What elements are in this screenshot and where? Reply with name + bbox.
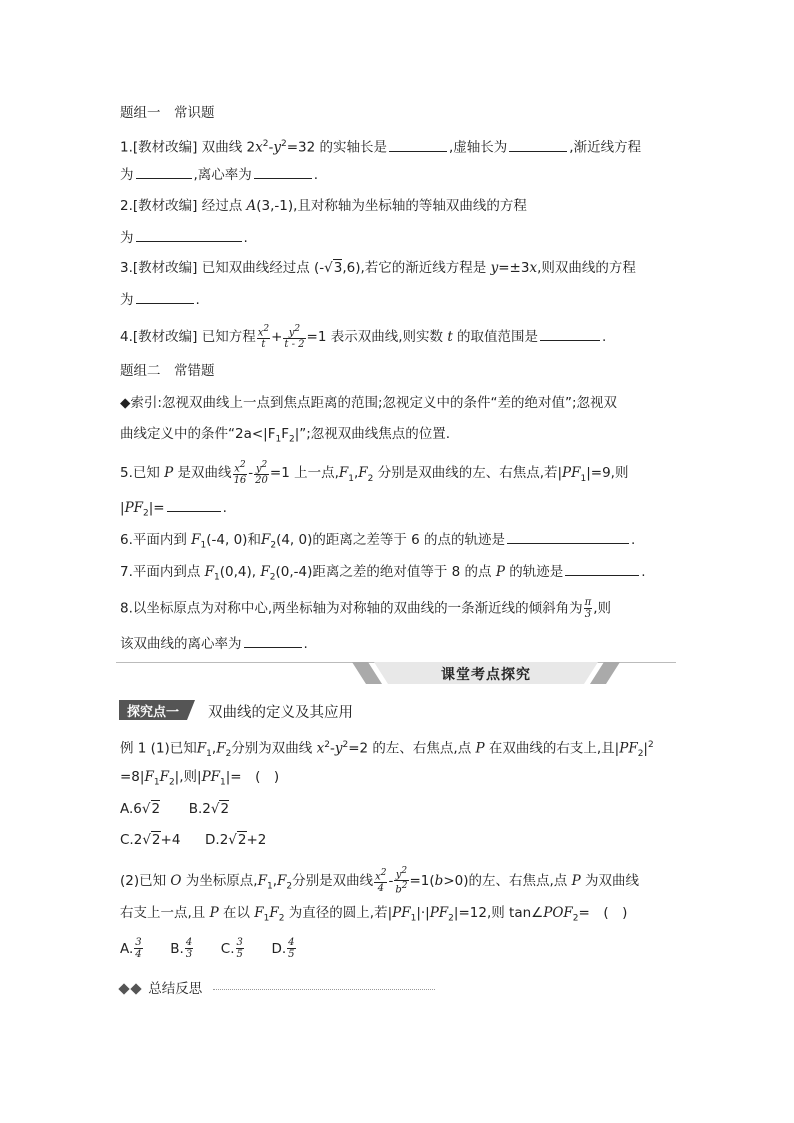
option-c[interactable]: C. $\frac{3}{5}$ (220, 937, 243, 960)
group1-title: 题组一 常识题 (120, 105, 215, 121)
question-1-line2: 为 ,离心率为 . (120, 164, 318, 185)
tag-label: 探究点一 (126, 705, 179, 720)
example-1-part2-line2: 右支上一点,且 P 在以 $F_1F_2$ 为直径的圆上,若$|PF_1|\cdot|PF_2|=12$,则 $\tan\angle POF_2=$ ( ) (120, 905, 628, 924)
fraction: $\frac{4}{5}$ (288, 937, 295, 960)
fraction: $\frac{\pi}{3}$ (584, 597, 592, 620)
fraction: $\frac{y^2}{20}$ (255, 460, 268, 487)
fraction: $\frac{y^2}{t - 2}$ (284, 324, 305, 351)
question-6: 6.平面内到 $F_1(-4$, 0)和$F_2(4$, 0)的距离之差等于 6 的点的轨迹是 . (120, 529, 635, 556)
section-title: 双曲线的定义及其应用 (208, 705, 353, 721)
section-banner (116, 662, 676, 686)
fraction: $\frac{x^2}{t}$ (257, 324, 270, 351)
answer-blank[interactable] (389, 137, 447, 152)
option-b[interactable]: B.2√2 (188, 801, 230, 817)
answer-blank[interactable] (136, 289, 194, 304)
answer-blank[interactable] (509, 137, 567, 152)
option-d[interactable]: D.2√2+2 (205, 832, 267, 848)
option-c[interactable]: C.2√2+4 (120, 832, 181, 848)
answer-blank[interactable] (244, 633, 302, 648)
option-a[interactable]: A.6√2 (120, 801, 161, 817)
option-b[interactable]: B. $\frac{4}{3}$ (170, 937, 193, 960)
answer-blank[interactable] (565, 561, 639, 576)
bullet-icon: ◆ (120, 395, 131, 411)
fraction: $\frac{3}{4}$ (135, 937, 142, 960)
fraction: $\frac{x^2}{4}$ (375, 867, 387, 894)
answer-blank[interactable] (254, 164, 312, 179)
question-1: 1.[教材改编] 双曲线 $2x^2-y^2=32$ 的实轴长是 ,虚轴长为 ,渐近线方程 (120, 134, 641, 158)
example-1-part1: 例 1 (1)已知$F_1,F_2$分别为双曲线 $x^2-y^2=2$ 的左、右焦点,点 P 在双曲线的右支上,且$|PF_2|^2$ (120, 740, 654, 760)
question-2-line2: 为 . (120, 227, 248, 248)
fraction: $\frac{4}{3}$ (185, 937, 193, 960)
question-5-line2: $|PF_2|=$ . (120, 497, 227, 524)
dotted-rule (213, 989, 435, 990)
banner-box (352, 662, 620, 684)
diamond-icon (130, 983, 141, 994)
summary-label: 总结反思 (148, 981, 203, 997)
question-5: 5.已知 P 是双曲线 $\frac{x^2}{16}$ - $\frac{y^2}{20}$ =1 上一点$,F_1,F_2$ 分别是双曲线的左、右焦点,若$|PF_1|=9$,则 (120, 460, 629, 487)
question-8: 8.以坐标原点为对称中心,两坐标轴为对称轴的双曲线的一条渐近线的倾斜角为 $\frac{\pi}{3}$ ,则 (120, 597, 612, 620)
question-4: 4.[教材改编] 已知方程 $\frac{x^2}{t}$ + $\frac{y^2}{t - 2}$ =1 表示双曲线,则实数 t 的取值范围是 . (120, 324, 607, 351)
note-line2: 曲线定义中的条件“$2a<|F_1F_2|$”;忽视双曲线焦点的位置. (120, 426, 451, 445)
example-1-part2-options (120, 937, 297, 960)
answer-blank[interactable] (136, 227, 242, 242)
answer-blank[interactable] (540, 326, 600, 341)
question-2: 2.[教材改编] 经过点 A(3,-1),且对称轴为坐标轴的等轴双曲线的方程 (120, 198, 527, 214)
example-1-options-ab (120, 799, 229, 819)
question-3: 3.[教材改编] 已知双曲线经过点 (-√3,6),若它的渐近线方程是 y=±3x,则双曲线的方程 (120, 260, 636, 276)
answer-blank[interactable] (136, 164, 192, 179)
summary-heading (120, 977, 435, 997)
answer-blank[interactable] (167, 497, 221, 512)
example-1-part1-line2: $=8|F_1F_2|$,则$|PF_1|=$ ( ) (120, 769, 280, 788)
fraction: $\frac{x^2}{16}$ (233, 460, 247, 487)
fraction: $\frac{y^2}{b^2}$ (395, 866, 408, 896)
option-d[interactable]: D. $\frac{4}{5}$ (271, 937, 295, 960)
example-1-options-cd (120, 830, 266, 850)
fraction: $\frac{3}{5}$ (236, 937, 243, 960)
answer-blank[interactable] (507, 529, 629, 544)
question-3-line2: 为 . (120, 289, 200, 310)
section-tag (119, 700, 195, 720)
question-7: 7.平面内到点 $F_1(0,4)$, $F_2(0,-4)$距离之差的绝对值等于 8 的点 P 的轨迹是 . (120, 561, 646, 588)
example-1-part2: (2)已知 O 为坐标原点$,F_1,F_2$分别是双曲线 $\frac{x^2}{4}$ - $\frac{y^2}{b^2}$ =1(b>0)的左、右焦点,点 P 为双曲线 (120, 866, 639, 896)
group2-title: 题组二 常错题 (120, 363, 215, 379)
diamond-icon (118, 983, 129, 994)
note-line1: ◆索引:忽视双曲线上一点到焦点距离的范围;忽视定义中的条件“差的绝对值”;忽视双 (120, 395, 618, 411)
banner-title: 课堂考点探究 (441, 667, 531, 683)
question-8-line2: 该双曲线的离心率为 . (120, 633, 308, 654)
option-a[interactable]: A. $\frac{3}{4}$ (120, 937, 142, 960)
